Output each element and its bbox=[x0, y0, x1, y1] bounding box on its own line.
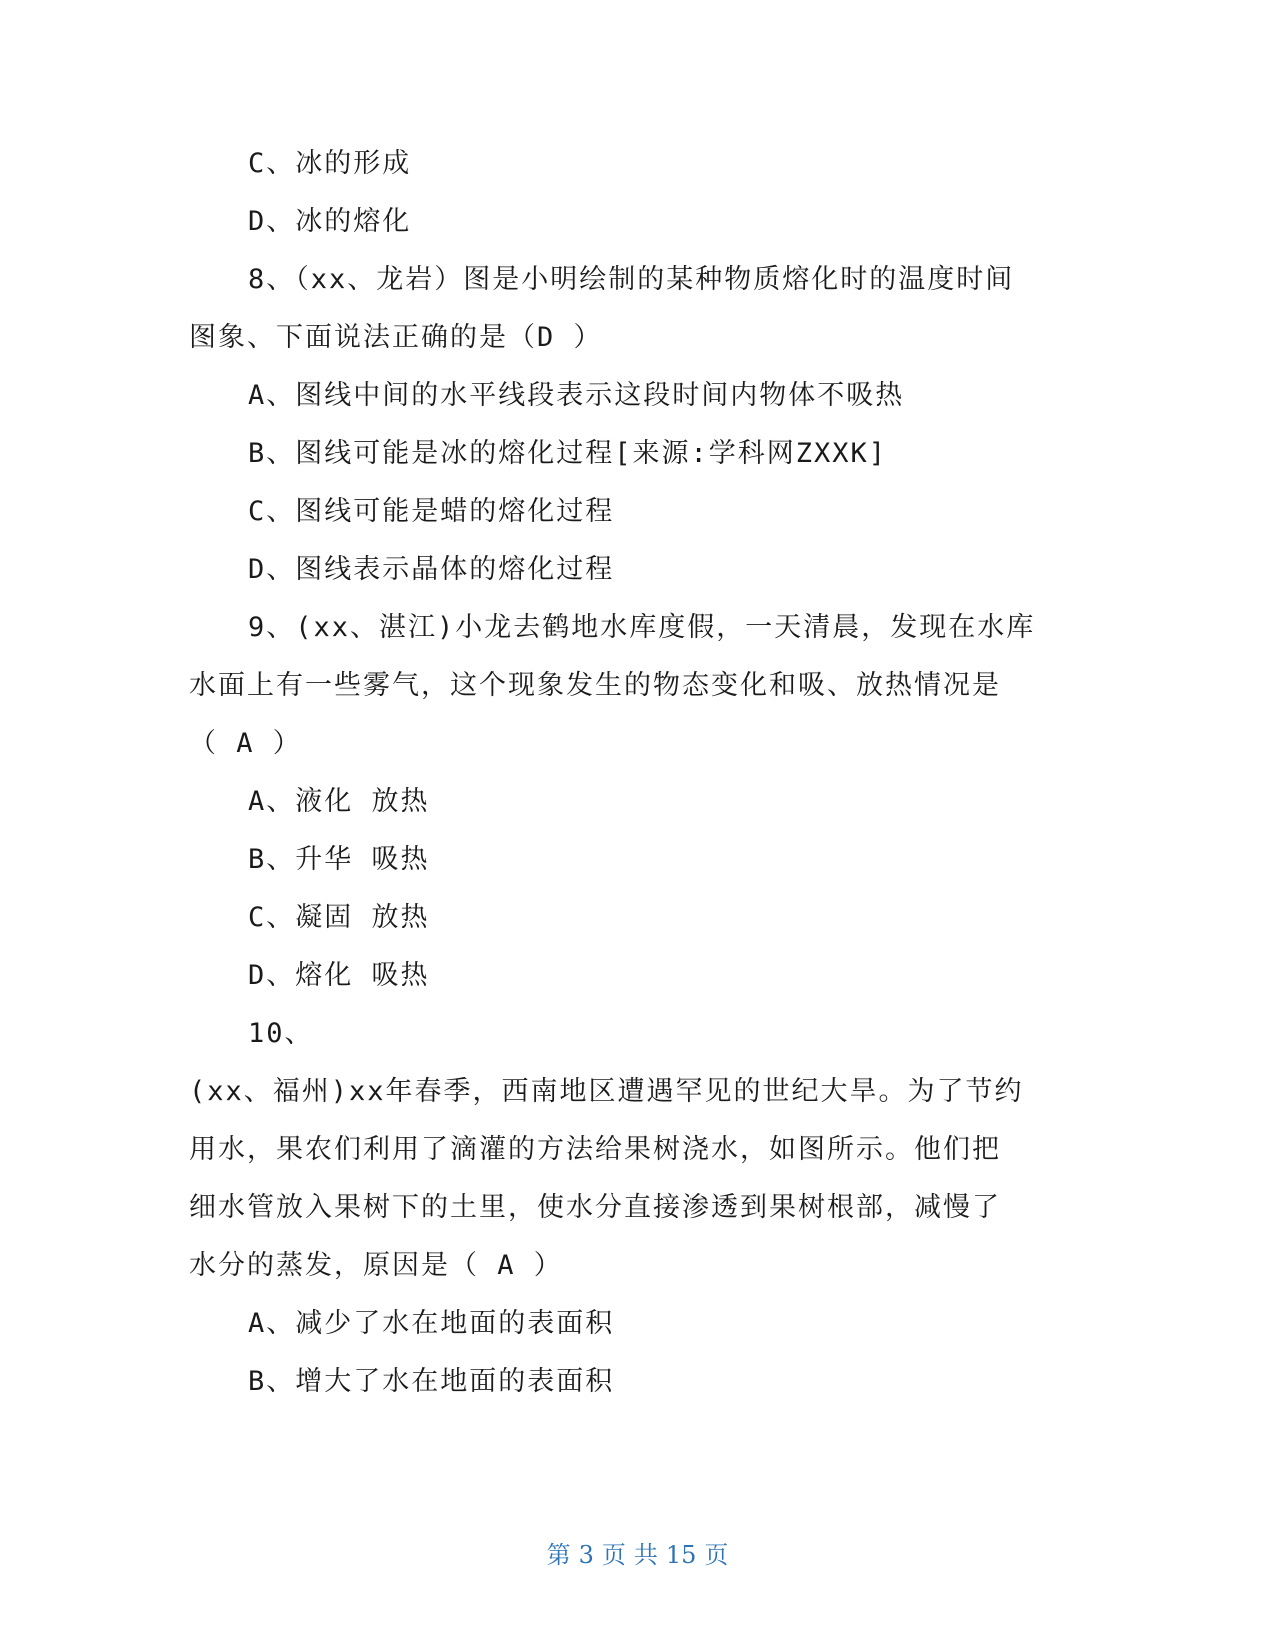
footer-suffix: 页 bbox=[704, 1541, 729, 1569]
q8-option-a: A、图线中间的水平线段表示这段时间内物体不吸热 bbox=[248, 380, 905, 411]
q9-option-c: C、凝固 放热 bbox=[248, 902, 430, 933]
footer-total-pages: 15 bbox=[665, 1541, 697, 1569]
question-8-line-1: 8、（xx、龙岩）图是小明绘制的某种物质熔化时的温度时间 bbox=[248, 264, 1015, 295]
q9-option-b: B、升华 吸热 bbox=[248, 844, 430, 875]
option-c-ice-forming: C、冰的形成 bbox=[248, 148, 412, 179]
question-9-line-1: 9、(xx、湛江)小龙去鹤地水库度假，一天清晨，发现在水库 bbox=[248, 612, 1036, 643]
q10-option-b: B、增大了水在地面的表面积 bbox=[248, 1366, 615, 1397]
footer-page-word: 页 bbox=[601, 1541, 626, 1569]
page-footer bbox=[0, 1540, 1275, 1570]
question-9-answer: （ A ） bbox=[189, 728, 302, 759]
option-d-ice-melting: D、冰的熔化 bbox=[248, 206, 412, 237]
q9-option-a: A、液化 放热 bbox=[248, 786, 430, 817]
question-10-line-3: 细水管放入果树下的土里，使水分直接渗透到果树根部，减慢了 bbox=[189, 1192, 1001, 1223]
question-10-line-2: 用水，果农们利用了滴灌的方法给果树浇水，如图所示。他们把 bbox=[189, 1134, 1001, 1165]
question-10-line-4: 水分的蒸发，原因是（ A ） bbox=[189, 1250, 563, 1281]
question-10-line-1: (xx、福州)xx年春季，西南地区遭遇罕见的世纪大旱。为了节约 bbox=[189, 1076, 1024, 1107]
q10-option-a: A、减少了水在地面的表面积 bbox=[248, 1308, 615, 1339]
footer-total-word: 共 bbox=[633, 1541, 658, 1569]
q8-option-d: D、图线表示晶体的熔化过程 bbox=[248, 554, 615, 585]
footer-current-page: 3 bbox=[578, 1541, 594, 1569]
question-10-number: 10、 bbox=[248, 1018, 314, 1049]
q8-option-c: C、图线可能是蜡的熔化过程 bbox=[248, 496, 615, 527]
question-9-line-2: 水面上有一些雾气，这个现象发生的物态变化和吸、放热情况是 bbox=[189, 670, 1001, 701]
footer-prefix: 第 bbox=[546, 1541, 571, 1569]
q8-option-b: B、图线可能是冰的熔化过程[来源:学科网ZXXK] bbox=[248, 438, 888, 469]
question-8-line-2: 图象、下面说法正确的是（D ） bbox=[189, 322, 603, 353]
q9-option-d: D、熔化 吸热 bbox=[248, 960, 430, 991]
